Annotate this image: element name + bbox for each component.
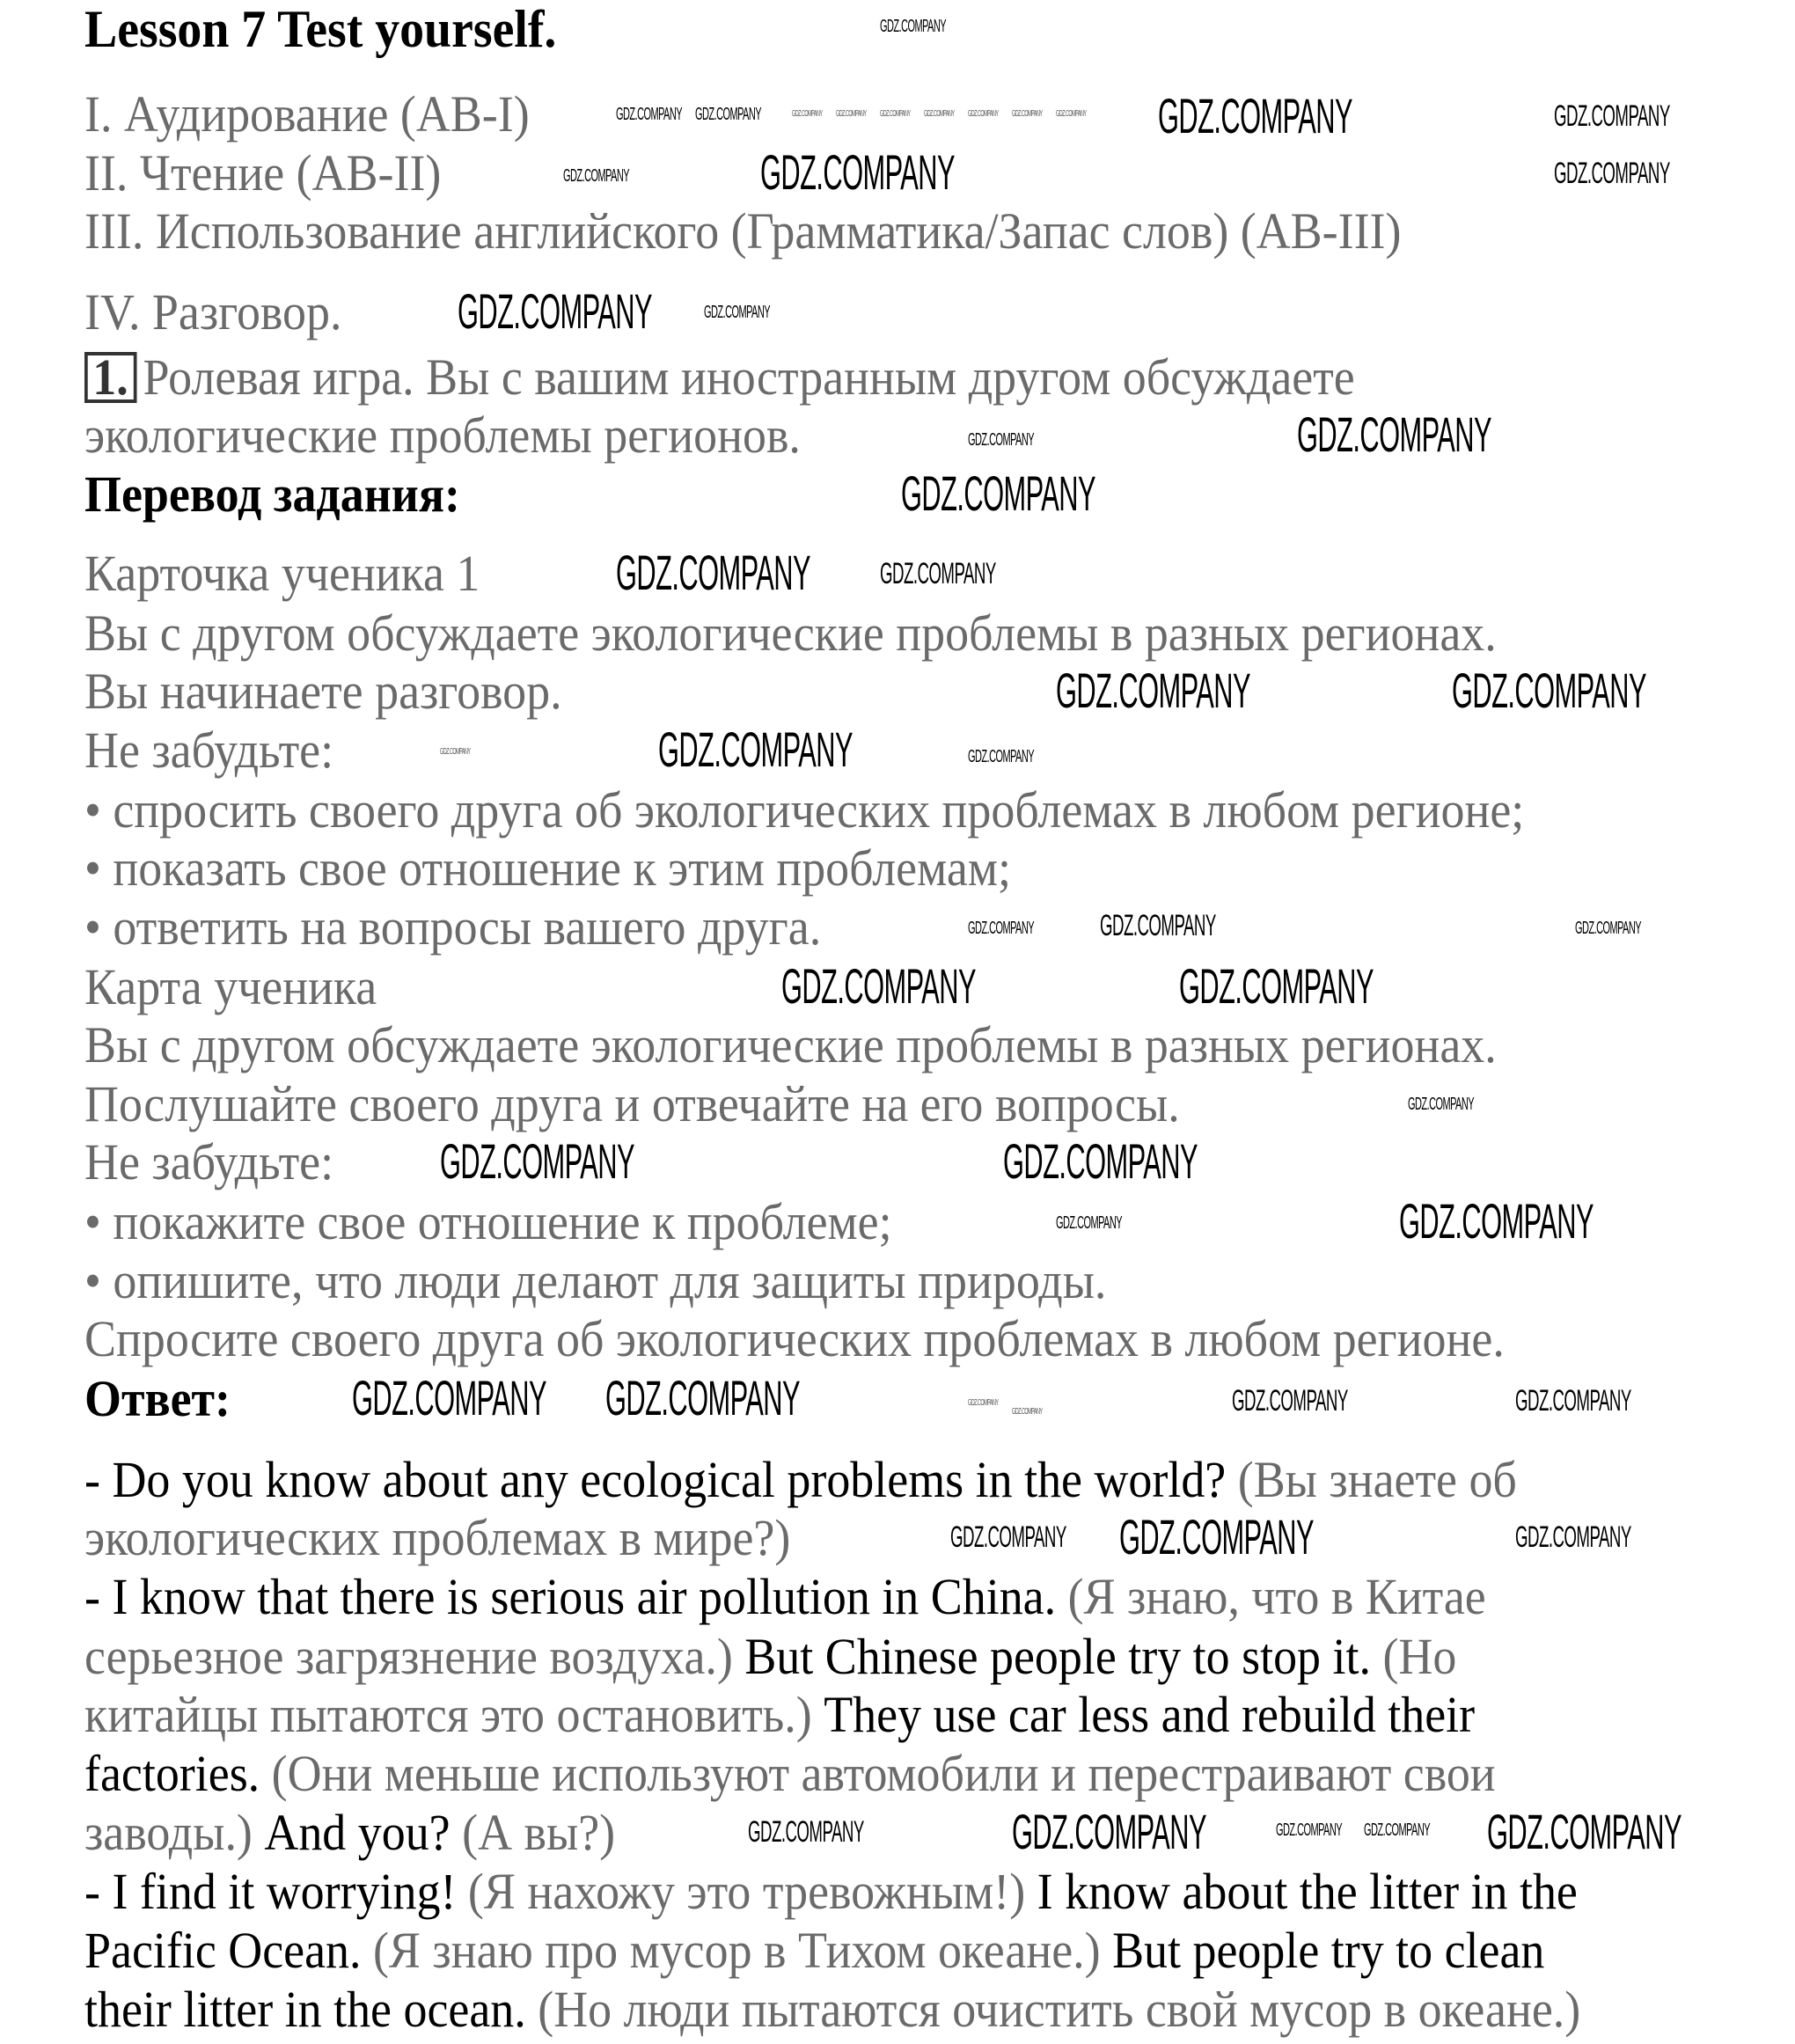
translation-text: II. Чтение (AB-II) xyxy=(84,144,442,201)
watermark: GDZ.COMPANY xyxy=(880,109,911,119)
text-line xyxy=(84,839,1011,897)
translation-text: (Я знаю, что в Китае xyxy=(1067,1568,1486,1625)
translation-text: Вы начинаете разговор. xyxy=(84,663,562,720)
english-text: I know about the litter in the xyxy=(1037,1863,1578,1920)
text-line xyxy=(84,1451,1517,1509)
translation-text: • ответить на вопросы вашего друга. xyxy=(84,898,822,956)
english-text: their litter in the ocean. xyxy=(84,1981,538,2038)
watermark: GDZ.COMPANY xyxy=(1012,1407,1043,1417)
text-line xyxy=(84,1133,333,1191)
text-line xyxy=(84,1804,615,1862)
watermark: GDZ.COMPANY xyxy=(1554,99,1670,133)
watermark: GDZ.COMPANY xyxy=(836,109,867,119)
watermark: GDZ.COMPANY xyxy=(748,1815,864,1849)
translation-text: китайцы пытаются это остановить.) xyxy=(84,1686,824,1743)
watermark: GDZ.COMPANY xyxy=(1232,1384,1348,1418)
text-line xyxy=(84,85,530,143)
watermark: GDZ.COMPANY xyxy=(1012,109,1043,119)
text-line xyxy=(84,465,460,524)
watermark: GDZ.COMPANY xyxy=(1297,407,1491,462)
watermark: GDZ.COMPANY xyxy=(1100,909,1216,942)
watermark: GDZ.COMPANY xyxy=(760,144,955,200)
translation-text: заводы.) xyxy=(84,1804,265,1861)
translation-text: I. Аудирование (AB-I) xyxy=(84,85,530,143)
translation-text: Карта ученика xyxy=(84,958,377,1015)
watermark: GDZ.COMPANY xyxy=(1056,663,1250,718)
title-text: Lesson 7 Test yourself. xyxy=(84,0,557,58)
translation-text: (А вы?) xyxy=(462,1804,616,1861)
watermark: GDZ.COMPANY xyxy=(1119,1509,1314,1564)
text-line xyxy=(84,781,1524,839)
text-line xyxy=(84,1252,1106,1310)
text-line xyxy=(84,1075,1180,1133)
watermark: GDZ.COMPANY xyxy=(968,919,1035,938)
watermark: GDZ.COMPANY xyxy=(1487,1804,1681,1859)
watermark: GDZ.COMPANY xyxy=(704,303,771,322)
section-heading: Перевод задания: xyxy=(84,465,461,523)
translation-text: Карточка ученика 1 xyxy=(84,545,480,602)
watermark: GDZ.COMPANY xyxy=(1056,109,1087,119)
watermark: GDZ.COMPANY xyxy=(924,109,955,119)
english-text: But people try to clean xyxy=(1112,1922,1545,1979)
translation-text: (Я нахожу это тревожным!) xyxy=(467,1863,1037,1920)
text-line xyxy=(84,1981,1580,2039)
watermark: GDZ.COMPANY xyxy=(616,545,810,600)
watermark: GDZ.COMPANY xyxy=(968,1398,999,1408)
english-text: But Chinese people try to stop it. xyxy=(744,1628,1383,1685)
watermark: GDZ.COMPANY xyxy=(1003,1133,1198,1189)
translation-text: Вы с другом обсуждаете экологические проблемы в разных регионах. xyxy=(84,1016,1497,1073)
watermark: GDZ.COMPANY xyxy=(458,283,652,339)
text-line xyxy=(84,1922,1544,1980)
english-text: And you? xyxy=(264,1804,463,1861)
text-line xyxy=(84,604,1497,663)
text-line xyxy=(84,1193,892,1251)
section-heading: Ответ: xyxy=(84,1370,231,1427)
watermark: GDZ.COMPANY xyxy=(1575,919,1642,938)
english-text: - I know that there is serious air pollution in China. xyxy=(84,1568,1068,1625)
english-text: They use car less and rebuild their xyxy=(824,1686,1476,1743)
watermark: GDZ.COMPANY xyxy=(880,557,996,590)
watermark: GDZ.COMPANY xyxy=(1554,157,1670,190)
translation-text: Не забудьте: xyxy=(84,1133,334,1191)
watermark: GDZ.COMPANY xyxy=(1408,1095,1475,1114)
english-text: factories. xyxy=(84,1745,272,1802)
translation-text: Не забудьте: xyxy=(84,722,334,779)
translation-text: Вы с другом обсуждаете экологические проблемы в разных регионах. xyxy=(84,604,1497,662)
text-line xyxy=(84,283,341,341)
translation-text: Ролевая игра. Вы с вашим иностранным другом обсуждаете xyxy=(143,348,1355,406)
translation-text: (Я знаю про мусор в Тихом океане.) xyxy=(372,1922,1113,1979)
english-text: - I find it worrying! xyxy=(84,1863,468,1920)
watermark: GDZ.COMPANY xyxy=(880,17,947,36)
text-line xyxy=(84,1863,1578,1921)
page-title xyxy=(84,0,556,58)
watermark: GDZ.COMPANY xyxy=(1452,663,1646,718)
watermark: GDZ.COMPANY xyxy=(605,1370,800,1425)
watermark: GDZ.COMPANY xyxy=(1179,958,1374,1014)
translation-text: • покажите свое отношение к проблеме; xyxy=(84,1193,892,1250)
text-line xyxy=(84,545,480,603)
text-line xyxy=(84,348,1355,407)
watermark: GDZ.COMPANY xyxy=(968,109,999,119)
translation-text: • спросить своего друга об экологических проблемах в любом регионе; xyxy=(84,781,1525,839)
translation-text: экологических проблемах в мире?) xyxy=(84,1509,791,1566)
translation-text: • опишите, что люди делают для защиты природы. xyxy=(84,1252,1107,1309)
watermark: GDZ.COMPANY xyxy=(563,166,630,186)
translation-text: (Они меньше используют автомобили и перестраивают свои xyxy=(271,1745,1496,1802)
text-line xyxy=(84,722,333,780)
translation-text: • показать свое отношение к этим проблемам; xyxy=(84,839,1011,897)
text-line xyxy=(84,1628,1456,1686)
watermark: GDZ.COMPANY xyxy=(695,105,762,124)
english-text: - Do you know about any ecological problems in the world? xyxy=(84,1451,1238,1508)
watermark: GDZ.COMPANY xyxy=(901,465,1095,521)
text-line xyxy=(84,407,801,465)
watermark: GDZ.COMPANY xyxy=(1158,88,1352,143)
text-line xyxy=(84,663,562,721)
watermark: GDZ.COMPANY xyxy=(781,958,976,1014)
english-text: Pacific Ocean. xyxy=(84,1922,373,1979)
translation-text: серьезное загрязнение воздуха.) xyxy=(84,1628,745,1685)
task-number-badge: 1. xyxy=(84,352,136,403)
text-line xyxy=(84,1745,1496,1803)
watermark: GDZ.COMPANY xyxy=(352,1370,546,1425)
watermark: GDZ.COMPANY xyxy=(440,747,471,757)
text-line xyxy=(84,1509,790,1567)
watermark: GDZ.COMPANY xyxy=(1364,1821,1431,1840)
watermark: GDZ.COMPANY xyxy=(950,1520,1066,1554)
text-line xyxy=(84,1370,231,1428)
text-line xyxy=(84,898,821,956)
watermark: GDZ.COMPANY xyxy=(616,105,683,124)
watermark: GDZ.COMPANY xyxy=(440,1133,634,1189)
watermark: GDZ.COMPANY xyxy=(658,722,853,777)
translation-text: (Но люди пытаются очистить свой мусор в океане.) xyxy=(538,1981,1581,2038)
translation-text: III. Использование английского (Грамматика/Запас слов) (AB-III) xyxy=(84,202,1402,260)
watermark: GDZ.COMPANY xyxy=(968,747,1035,766)
text-line xyxy=(84,958,377,1016)
text-line xyxy=(84,1016,1497,1074)
watermark: GDZ.COMPANY xyxy=(1515,1520,1631,1554)
text-line xyxy=(84,202,1401,260)
translation-text: (Но xyxy=(1382,1628,1457,1685)
translation-text: IV. Разговор. xyxy=(84,283,342,341)
text-line xyxy=(84,1686,1475,1744)
watermark: GDZ.COMPANY xyxy=(1515,1384,1631,1418)
translation-text: Послушайте своего друга и отвечайте на его вопросы. xyxy=(84,1075,1180,1132)
watermark: GDZ.COMPANY xyxy=(1399,1193,1594,1249)
text-line xyxy=(84,1310,1505,1368)
watermark: GDZ.COMPANY xyxy=(968,430,1035,450)
translation-text: (Вы знаете об xyxy=(1237,1451,1517,1508)
text-line xyxy=(84,144,441,202)
watermark: GDZ.COMPANY xyxy=(1056,1213,1123,1233)
text-line xyxy=(84,1568,1486,1626)
translation-text: экологические проблемы регионов. xyxy=(84,407,801,464)
watermark: GDZ.COMPANY xyxy=(1276,1821,1343,1840)
translation-text: Спросите своего друга об экологических проблемах в любом регионе. xyxy=(84,1310,1505,1367)
watermark: GDZ.COMPANY xyxy=(792,109,823,119)
watermark: GDZ.COMPANY xyxy=(1012,1804,1206,1859)
